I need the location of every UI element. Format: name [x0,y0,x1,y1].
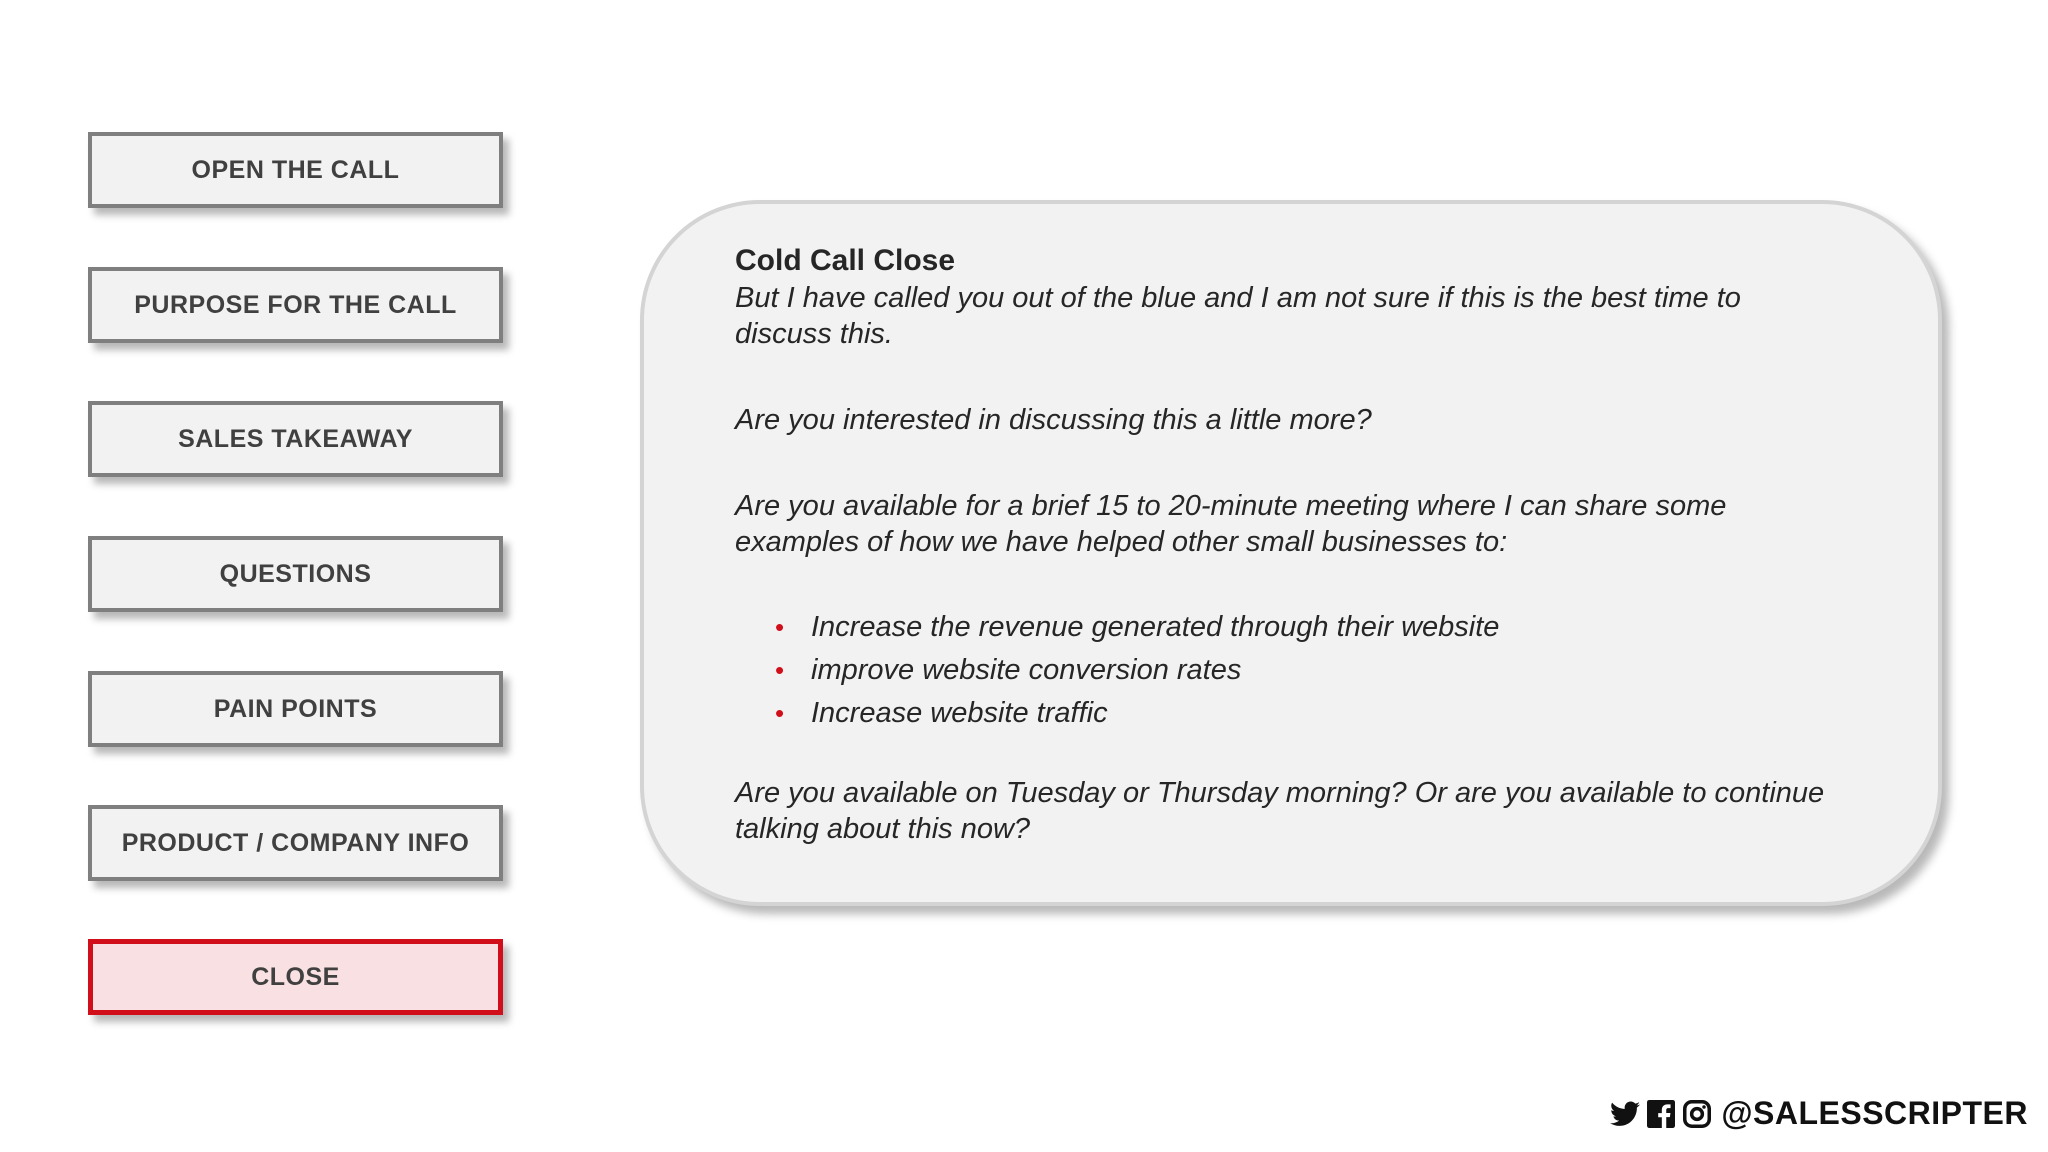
nav-sales-takeaway-button[interactable]: SALES TAKEAWAY [88,401,503,477]
social-bar [1609,1095,2028,1132]
list-item: • Increase the revenue generated through their website [775,606,1835,649]
bullet-icon: • [775,655,785,685]
nav-open-the-call-button[interactable]: OPEN THE CALL [88,132,503,208]
nav-questions-button[interactable]: QUESTIONS [88,536,503,612]
script-paragraph-3: Are you available for a brief 15 to 20-minute meeting where I can share some examples of how we have helped other small businesses to: [735,490,1727,558]
nav-purpose-for-the-call-button[interactable]: PURPOSE FOR THE CALL [88,267,503,343]
twitter-icon[interactable] [1609,1098,1641,1130]
card-title: Cold Call Close [735,244,956,277]
instagram-icon[interactable] [1681,1098,1713,1130]
benefit-list [735,606,1835,735]
bullet-icon: • [775,698,785,728]
nav-product-company-info-button[interactable]: PRODUCT / COMPANY INFO [88,805,503,881]
script-paragraph-2: Are you interested in discussing this a little more? [735,404,1372,436]
script-paragraph-1: But I have called you out of the blue and I am not sure if this is the best time to discuss this. [735,282,1741,350]
social-handle: @SALESSCRIPTER [1721,1095,2028,1131]
script-content [735,242,1835,847]
nav-close-button[interactable]: CLOSE [88,939,503,1015]
script-paragraph-4: Are you available on Tuesday or Thursday morning? Or are you available to continue talking about this now? [735,777,1825,845]
bullet-icon: • [775,612,785,642]
list-item: • Increase website traffic [775,692,1835,735]
facebook-icon[interactable] [1645,1098,1677,1130]
script-card [640,200,1942,906]
nav-pain-points-button[interactable]: PAIN POINTS [88,671,503,747]
list-item: • improve website conversion rates [775,649,1835,692]
